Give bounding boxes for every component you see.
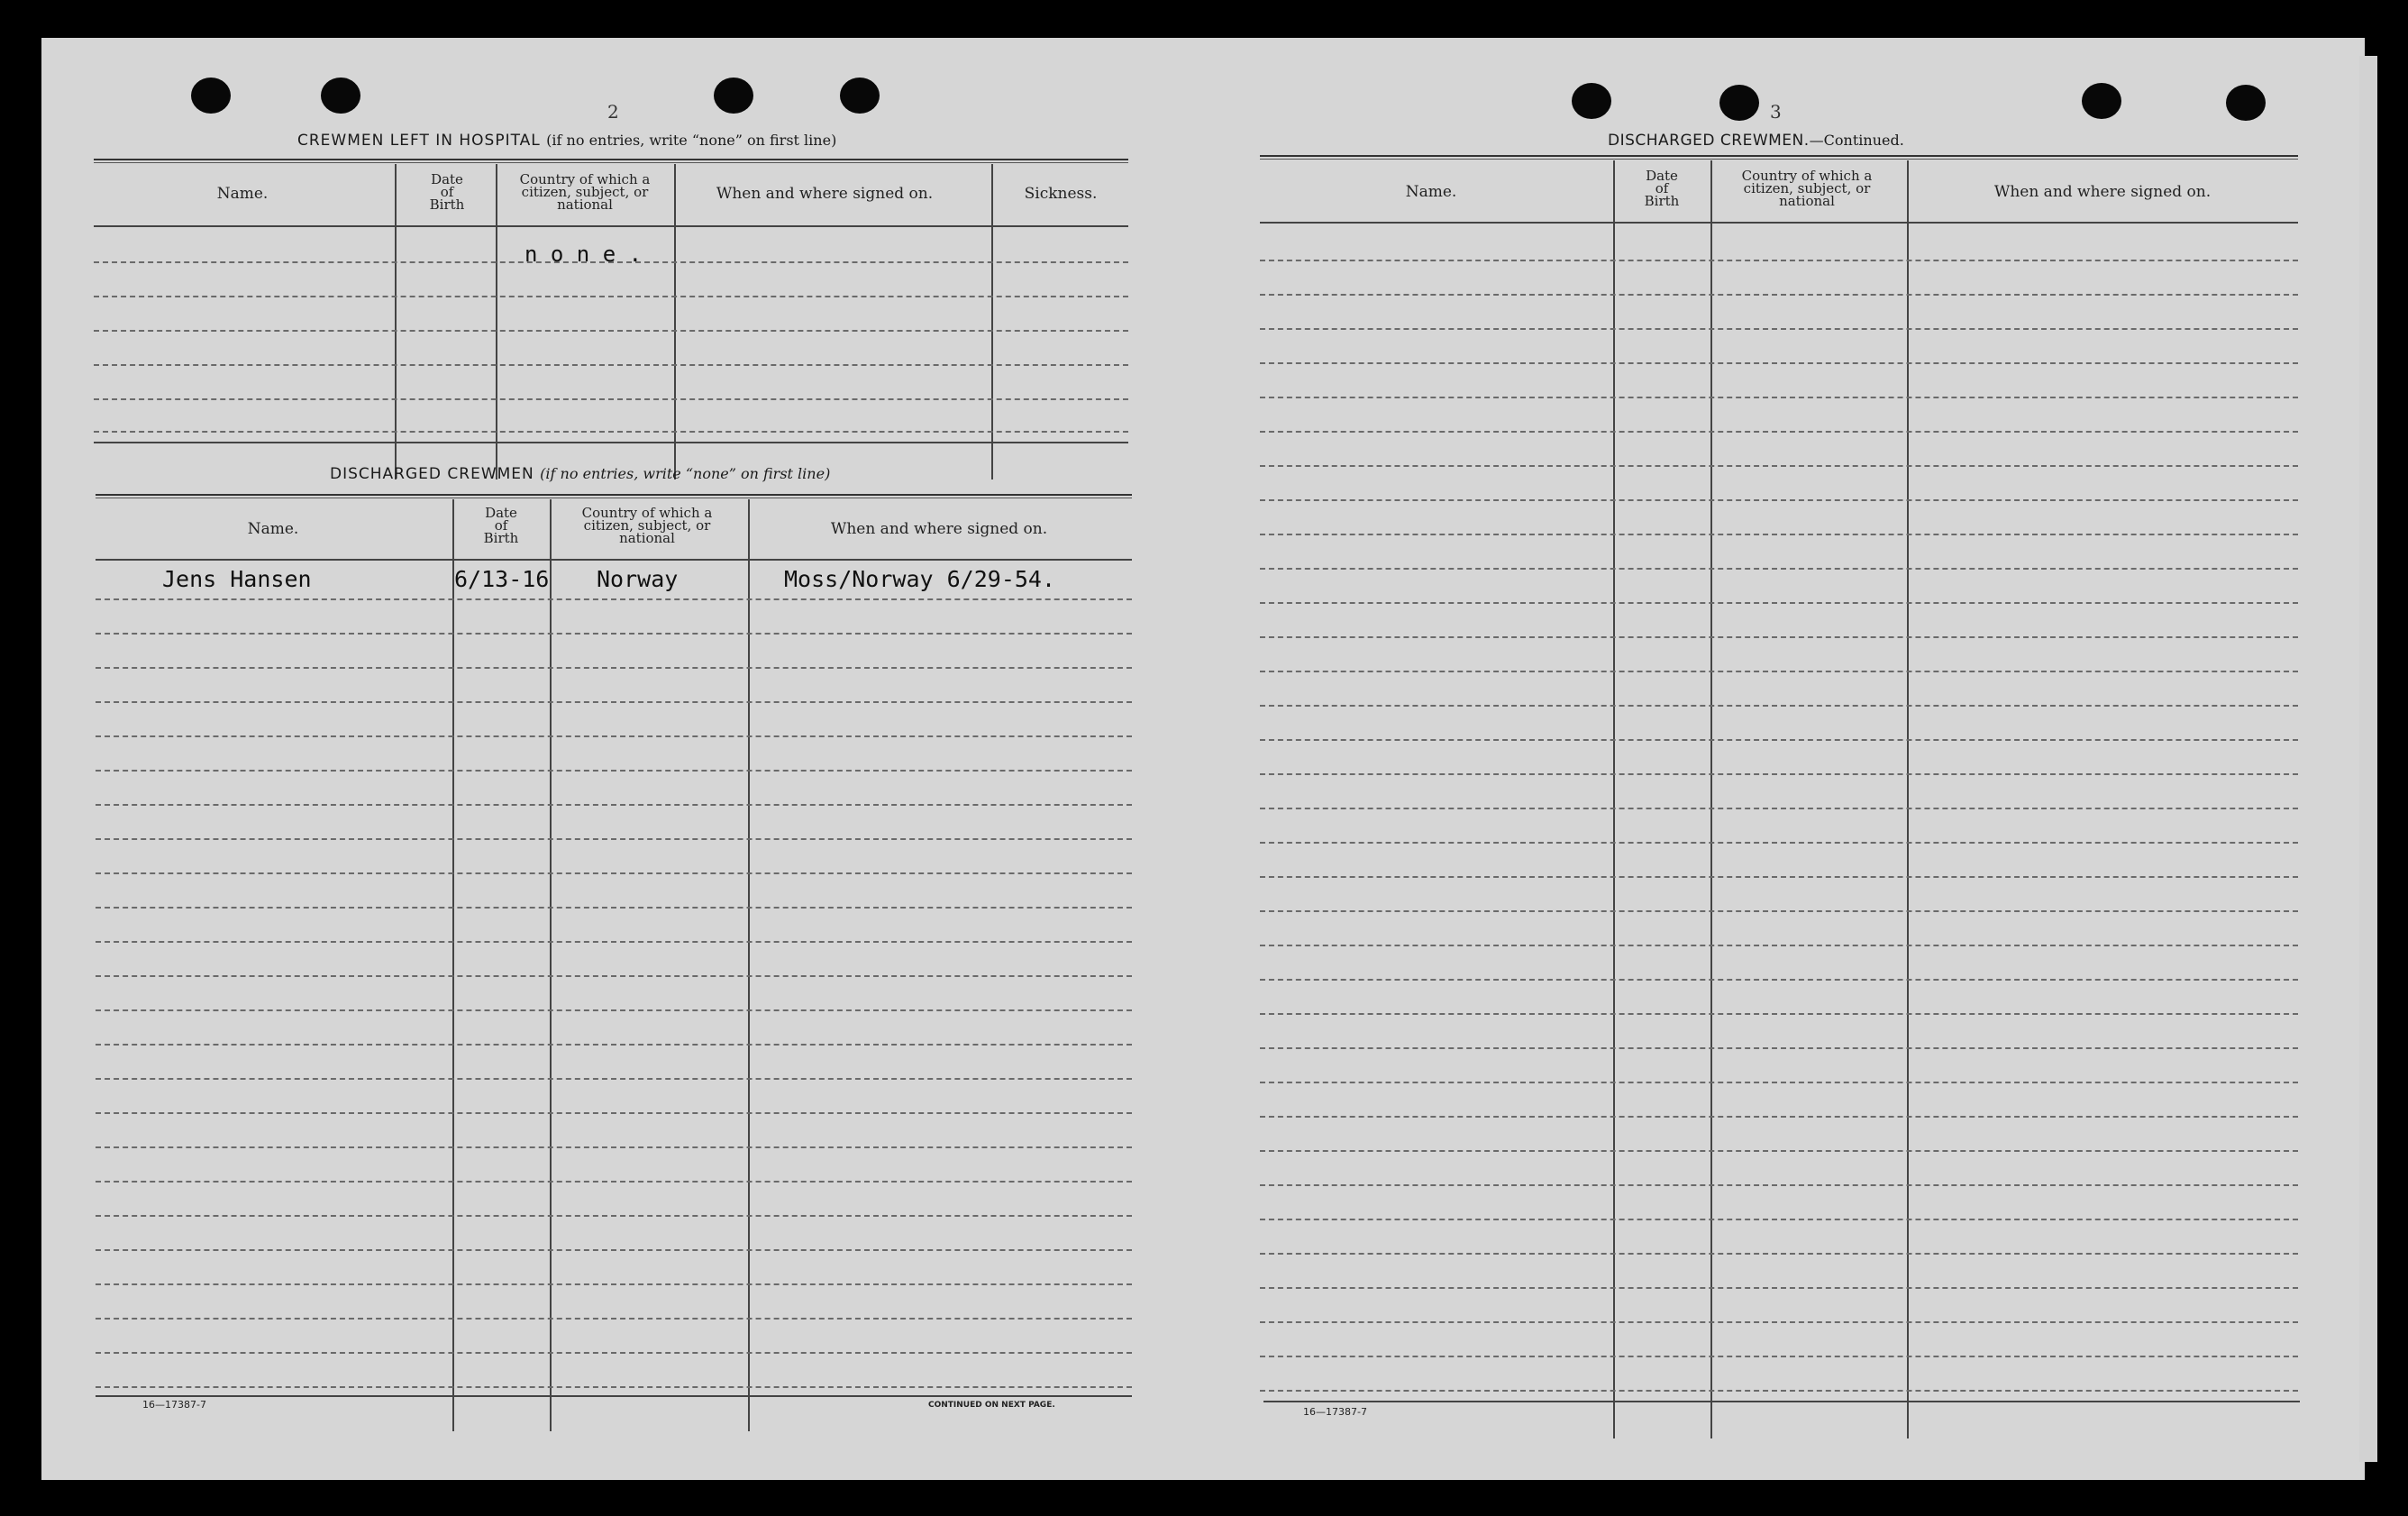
discharged-dob-1: 6/13-16 — [454, 566, 550, 592]
right-row-line — [1260, 294, 2298, 296]
discharged-dob-line3: Birth — [483, 530, 519, 546]
discharged-row-line — [96, 1249, 1132, 1251]
hospital-row-line — [94, 398, 1128, 400]
discharged-row-line — [96, 667, 1132, 669]
right-row-line — [1260, 1150, 2298, 1152]
right-country-line1: Country of which a — [1741, 168, 1873, 184]
right-row-line — [1260, 1013, 2298, 1015]
discharged-row-line — [96, 770, 1132, 772]
discharged-country-line2: citizen, subject, or — [583, 517, 711, 534]
right-row-line — [1260, 534, 2298, 535]
right-row-line — [1260, 876, 2298, 878]
right-row-line — [1260, 910, 2298, 912]
right-country-line2: citizen, subject, or — [1743, 180, 1871, 196]
right-row-line — [1260, 328, 2298, 330]
punch-hole — [714, 78, 753, 114]
discharged-row-line — [96, 1009, 1132, 1011]
discharged-country-line1: Country of which a — [581, 505, 713, 521]
punch-hole — [191, 78, 231, 114]
punch-hole — [2082, 83, 2121, 119]
discharged-row-line — [96, 1146, 1132, 1148]
discharged-row-line — [96, 1215, 1132, 1217]
hospital-header-rule — [94, 225, 1128, 227]
right-row-line — [1260, 979, 2298, 981]
discharged-col-divider — [748, 499, 750, 1431]
discharged-row-line — [96, 1181, 1132, 1183]
continued-note: CONTINUED ON NEXT PAGE. — [928, 1401, 1055, 1410]
right-row-line — [1260, 739, 2298, 741]
right-top-rule — [1260, 155, 2298, 160]
right-header-rule — [1260, 222, 2298, 224]
right-row-line — [1260, 397, 2298, 398]
right-col-dob — [1615, 169, 1709, 207]
hospital-country-line3: national — [557, 196, 613, 213]
right-row-line — [1260, 1321, 2298, 1323]
right-dob-line1: Date — [1646, 168, 1678, 184]
right-row-line — [1260, 1287, 2298, 1289]
hospital-country-line1: Country of which a — [519, 171, 651, 187]
discharged-row-line — [96, 1386, 1132, 1388]
hospital-bottom-rule — [94, 442, 1128, 443]
hospital-entry-none: n o n e . — [524, 242, 643, 267]
discharged-col-name: Name. — [247, 520, 299, 538]
hospital-row-line — [94, 296, 1128, 297]
punch-hole — [2226, 85, 2266, 121]
right-row-line — [1260, 465, 2298, 467]
right-row-line — [1260, 636, 2298, 638]
hospital-country-line2: citizen, subject, or — [521, 184, 649, 200]
right-title-suffix: —Continued. — [1809, 132, 1904, 149]
discharged-row-line — [96, 701, 1132, 703]
discharged-row-line — [96, 804, 1132, 806]
right-row-line — [1260, 568, 2298, 570]
right-col-divider — [1710, 160, 1712, 1438]
hospital-dob-line3: Birth — [429, 196, 465, 213]
hospital-top-rule — [94, 159, 1128, 163]
discharged-section-title — [330, 465, 830, 483]
right-col-divider — [1907, 160, 1909, 1438]
punch-hole — [1572, 83, 1611, 119]
discharged-header-rule — [96, 559, 1132, 561]
discharged-row-line — [96, 1283, 1132, 1285]
hospital-dob-line2: of — [440, 184, 454, 200]
punch-hole — [321, 78, 360, 114]
right-row-line — [1260, 1390, 2298, 1392]
hospital-col-signed-on: When and where signed on. — [716, 185, 934, 203]
discharged-row-line — [96, 838, 1132, 840]
right-col-divider — [1613, 160, 1615, 1438]
right-row-line — [1260, 842, 2298, 844]
right-row-line — [1260, 1116, 2298, 1118]
discharged-country-1: Norway — [597, 566, 679, 592]
discharged-row-line — [96, 872, 1132, 874]
discharged-name-1: Jens Hansen — [162, 566, 312, 592]
discharged-row-line — [96, 975, 1132, 977]
right-row-line — [1260, 773, 2298, 775]
discharged-row-line — [96, 1318, 1132, 1320]
right-bottom-rule — [1263, 1401, 2300, 1402]
right-col-country — [1712, 169, 1902, 207]
punch-hole — [1719, 85, 1759, 121]
right-row-line — [1260, 808, 2298, 809]
hospital-row-line — [94, 330, 1128, 332]
discharged-row-line — [96, 735, 1132, 737]
right-dob-line2: of — [1655, 180, 1669, 196]
right-title-text: DISCHARGED CREWMEN. — [1608, 132, 1810, 150]
discharged-title-text: DISCHARGED CREWMEN — [330, 465, 534, 483]
discharged-bottom-rule — [96, 1395, 1132, 1397]
right-dob-line3: Birth — [1644, 193, 1680, 209]
right-row-line — [1260, 945, 2298, 946]
right-row-line — [1260, 1082, 2298, 1083]
page-number-left: 2 — [607, 101, 619, 123]
right-row-line — [1260, 1219, 2298, 1220]
punch-hole — [840, 78, 880, 114]
discharged-signed-on-1: Moss/Norway 6/29-54. — [784, 566, 1056, 592]
hospital-title-text: CREWMEN LEFT IN HOSPITAL — [297, 132, 541, 150]
form-number-left: 16—17387-7 — [142, 1399, 206, 1411]
hospital-col-country — [497, 173, 672, 211]
hospital-col-dob — [398, 173, 496, 211]
discharged-col-country — [552, 507, 743, 544]
right-row-line — [1260, 1253, 2298, 1255]
right-row-line — [1260, 671, 2298, 672]
right-country-line3: national — [1779, 193, 1835, 209]
discharged-row-line — [96, 941, 1132, 943]
right-section-title — [1608, 132, 1904, 150]
discharged-top-rule — [96, 494, 1132, 498]
discharged-row-line — [96, 907, 1132, 909]
right-row-line — [1260, 1047, 2298, 1049]
hospital-section-title — [297, 132, 836, 150]
discharged-dob-line2: of — [494, 517, 508, 534]
right-row-line — [1260, 499, 2298, 501]
right-row-line — [1260, 362, 2298, 364]
discharged-col-divider — [452, 499, 454, 1431]
hospital-row-line — [94, 364, 1128, 366]
right-row-line — [1260, 705, 2298, 707]
discharged-country-line3: national — [619, 530, 675, 546]
discharged-title-note: (if no entries, write “none” on first line) — [540, 465, 831, 482]
discharged-col-divider — [550, 499, 552, 1431]
discharged-dob-line1: Date — [485, 505, 517, 521]
right-col-name: Name. — [1405, 183, 1457, 201]
discharged-col-signed-on: When and where signed on. — [830, 520, 1048, 538]
form-number-right: 16—17387-7 — [1303, 1406, 1367, 1418]
right-row-line — [1260, 431, 2298, 433]
hospital-title-note: (if no entries, write “none” on first line) — [546, 132, 837, 149]
page-number-right: 3 — [1770, 101, 1782, 123]
hospital-col-name: Name. — [216, 185, 269, 203]
discharged-row-line — [96, 1078, 1132, 1080]
right-col-signed-on: When and where signed on. — [1993, 183, 2212, 201]
right-row-line — [1260, 1184, 2298, 1186]
hospital-dob-line1: Date — [431, 171, 463, 187]
form-sheet — [41, 38, 2365, 1480]
discharged-row-line — [96, 1352, 1132, 1354]
discharged-row-line — [96, 598, 1132, 600]
hospital-row-line — [94, 431, 1128, 433]
discharged-col-dob — [454, 507, 548, 544]
right-row-line — [1260, 1356, 2298, 1357]
hospital-col-sickness: Sickness. — [1024, 185, 1098, 203]
discharged-row-line — [96, 1112, 1132, 1114]
discharged-row-line — [96, 1044, 1132, 1046]
discharged-row-line — [96, 633, 1132, 635]
right-row-line — [1260, 602, 2298, 604]
right-row-line — [1260, 260, 2298, 261]
